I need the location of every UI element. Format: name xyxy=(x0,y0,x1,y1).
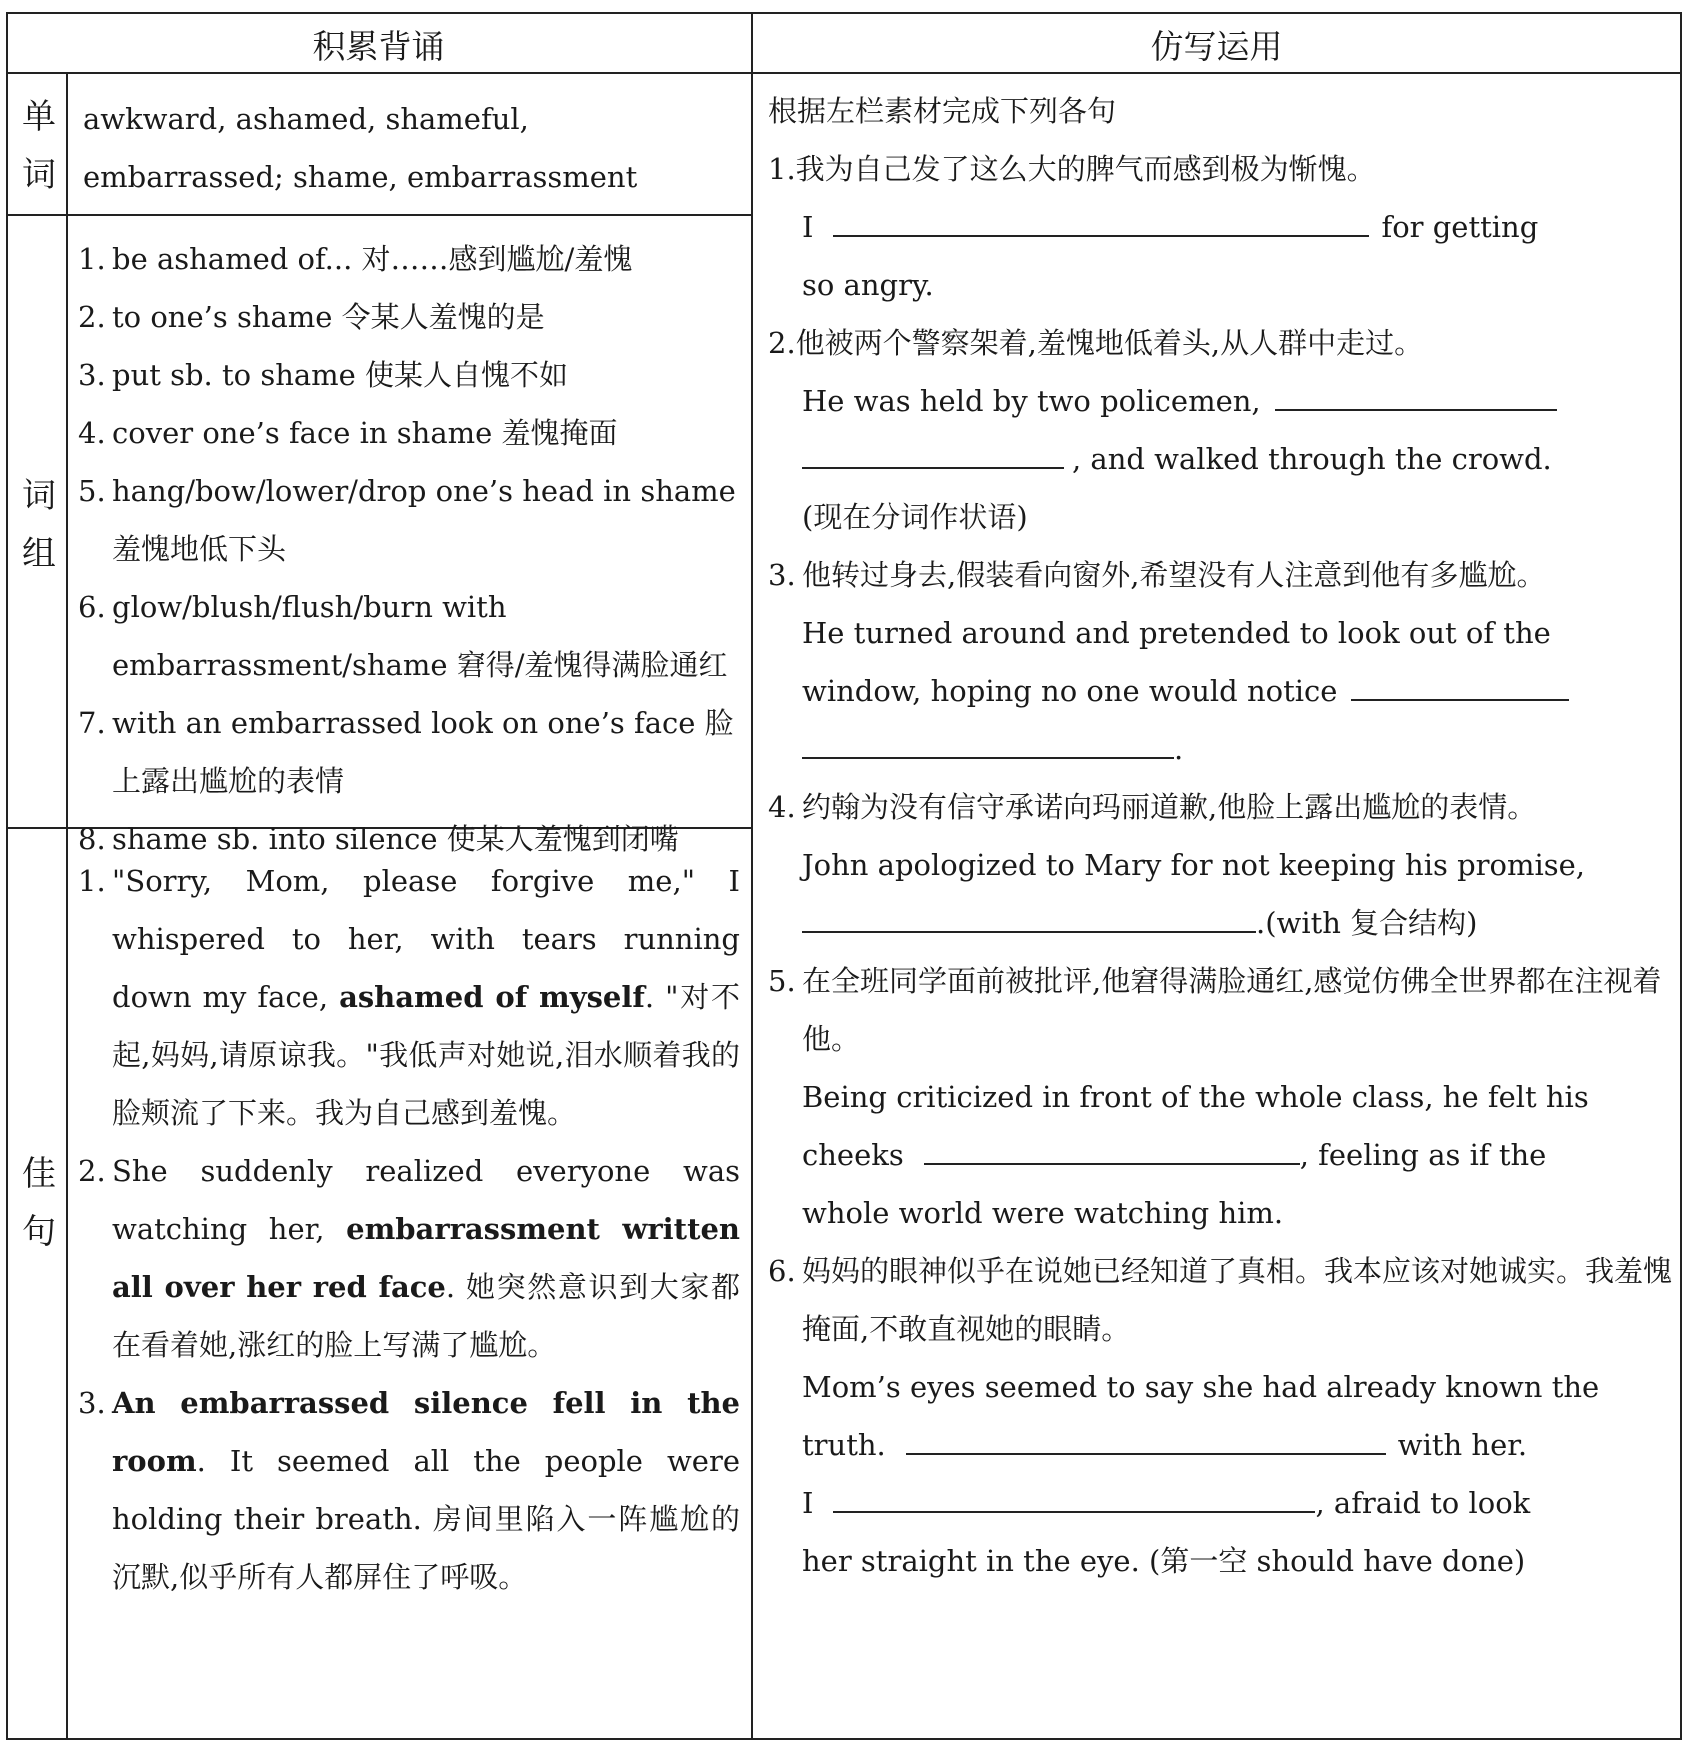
list-item xyxy=(78,578,740,694)
phrase-list xyxy=(78,230,740,868)
question-chinese: 我为自己发了这么大的脾气而感到极为惭愧。 xyxy=(795,152,1376,186)
list-item xyxy=(78,852,740,1142)
list-item xyxy=(78,1142,740,1374)
answer-prefix: I xyxy=(802,210,814,244)
item-number: 2. xyxy=(78,1154,106,1188)
question-6 xyxy=(768,1242,1673,1590)
sentence-highlight: embarrassment written all over her red face xyxy=(112,1212,740,1304)
question-chinese: 他转过身去,假装看向窗外,希望没有人注意到他有多尴尬。 xyxy=(802,558,1546,592)
answer-blank[interactable] xyxy=(833,1485,1315,1513)
category-char: 句 xyxy=(22,1212,56,1252)
answer-blank[interactable] xyxy=(924,1137,1300,1165)
answer-prefix: He was held by two policemen, xyxy=(802,384,1261,418)
answer-continuation: her straight in the eye. (第一空 should have done) xyxy=(802,1544,1526,1578)
sentence-text: "Sorry, Mom, please forgive me," I whispered to her, with tears running down my face, xyxy=(112,864,740,1014)
answer-suffix: with her. xyxy=(1397,1428,1528,1462)
sentence-text: . 她突然意识到大家都在看着她,涨红的脸上写满了尴尬。 xyxy=(112,1270,741,1362)
practice-column xyxy=(768,82,1673,1590)
phrase-text: put sb. to shame 使某人自愧不如 xyxy=(112,358,569,392)
question-4 xyxy=(768,778,1673,952)
column-divider xyxy=(751,12,753,1740)
question-number: 3. xyxy=(768,558,796,592)
answer-suffix: , and walked through the crowd. xyxy=(1072,442,1552,476)
left-column-header: 积累背诵 xyxy=(312,27,445,66)
answer-blank[interactable] xyxy=(833,209,1369,237)
phrase-text: glow/blush/flush/burn with embarrassment/shame 窘得/羞愧得满脸通红 xyxy=(112,590,728,682)
item-number: 4. xyxy=(78,416,106,450)
list-item xyxy=(78,288,740,346)
answer-blank[interactable] xyxy=(906,1427,1386,1455)
sentence-highlight: An embarrassed silence fell in the room xyxy=(112,1386,740,1478)
answer-suffix: . xyxy=(1174,732,1184,766)
category-char: 词 xyxy=(22,476,56,516)
list-item xyxy=(78,1374,740,1606)
phrase-text: with an embarrassed look on one’s face 脸上露出尴尬的表情 xyxy=(112,706,734,798)
phrase-text: hang/bow/lower/drop one’s head in shame 羞愧地低下头 xyxy=(112,474,736,566)
answer-prefix: John apologized to Mary for not keeping his promise, xyxy=(802,848,1585,882)
right-column-header: 仿写运用 xyxy=(1150,27,1283,66)
list-item xyxy=(78,346,740,404)
list-item xyxy=(78,462,740,578)
item-number: 1. xyxy=(78,864,106,898)
list-item xyxy=(78,404,740,462)
item-number: 6. xyxy=(78,590,106,624)
answer-prefix: truth. xyxy=(802,1428,886,1462)
answer-suffix: , feeling as if the xyxy=(1299,1138,1547,1172)
vocabulary-table xyxy=(6,12,1682,1740)
category-divider xyxy=(66,72,68,1740)
answer-continuation: whole world were watching him. xyxy=(802,1196,1284,1230)
category-char: 单 xyxy=(22,97,56,137)
answer-prefix: He turned around and pretended to look out of the xyxy=(802,616,1551,650)
question-1 xyxy=(768,140,1673,314)
phrase-text: be ashamed of... 对……感到尴尬/羞愧 xyxy=(112,242,633,276)
grammar-hint: (现在分词作状语) xyxy=(802,500,1028,534)
category-char: 佳 xyxy=(22,1154,56,1194)
answer-prefix: Mom’s eyes seemed to say she had already known the xyxy=(802,1370,1600,1404)
category-words xyxy=(6,88,72,204)
question-number: 6. xyxy=(768,1254,796,1288)
item-number: 5. xyxy=(78,474,106,508)
question-number: 5. xyxy=(768,964,796,998)
sentence-list xyxy=(78,852,740,1606)
category-sentences xyxy=(6,1145,72,1261)
sentence-text: She suddenly realized everyone was watching her, xyxy=(112,1154,740,1246)
item-number: 3. xyxy=(78,358,106,392)
question-chinese: 在全班同学面前被批评,他窘得满脸通红,感觉仿佛全世界都在注视着他。 xyxy=(802,964,1662,1056)
question-3 xyxy=(768,546,1673,778)
answer-blank[interactable] xyxy=(1275,383,1557,411)
word-list: awkward, ashamed, shameful, embarrassed; shame, embarrassment xyxy=(83,102,638,194)
question-chinese: 约翰为没有信守承诺向玛丽道歉,他脸上露出尴尬的表情。 xyxy=(802,790,1537,824)
answer-suffix: .(with 复合结构) xyxy=(1256,906,1478,940)
answer-prefix: window, hoping no one would notice xyxy=(802,674,1338,708)
answer-suffix: , afraid to look xyxy=(1315,1486,1531,1520)
item-number: 2. xyxy=(78,300,106,334)
phrase-text: cover one’s face in shame 羞愧掩面 xyxy=(112,416,618,450)
item-number: 7. xyxy=(78,706,106,740)
question-chinese: 他被两个警察架着,羞愧地低着头,从人群中走过。 xyxy=(795,326,1424,360)
item-number: 8. xyxy=(78,822,106,856)
answer-blank[interactable] xyxy=(802,441,1064,469)
sentence-text: . It seemed all the people were holding their breath. 房间里陷入一阵尴尬的沉默,似乎所有人都屏住了呼吸。 xyxy=(112,1444,740,1594)
category-char: 词 xyxy=(22,155,56,195)
question-number: 1. xyxy=(768,152,796,186)
question-number: 2. xyxy=(768,326,796,360)
list-item xyxy=(78,694,740,810)
sentence-text: . "对不起,妈妈,请原谅我。"我低声对她说,泪水顺着我的脸颊流了下来。我为自己感到羞愧。 xyxy=(112,980,740,1130)
answer-blank[interactable] xyxy=(802,731,1174,759)
answer-blank[interactable] xyxy=(1351,673,1569,701)
question-number: 4. xyxy=(768,790,796,824)
practice-intro: 根据左栏素材完成下列各句 xyxy=(768,94,1117,128)
question-5 xyxy=(768,952,1673,1242)
answer-suffix: for getting xyxy=(1381,210,1539,244)
sentence-highlight: ashamed of myself xyxy=(339,980,645,1014)
answer-prefix: Being criticized in front of the whole class, he felt his xyxy=(802,1080,1589,1114)
phrase-text: shame sb. into silence 使某人羞愧到闭嘴 xyxy=(112,822,679,856)
item-number: 1. xyxy=(78,242,106,276)
answer-blank[interactable] xyxy=(802,905,1256,933)
answer-prefix: cheeks xyxy=(802,1138,904,1172)
question-chinese: 妈妈的眼神似乎在说她已经知道了真相。我本应该对她诚实。我羞愧掩面,不敢直视她的眼睛。 xyxy=(802,1254,1673,1346)
list-item xyxy=(78,230,740,288)
answer-prefix: I xyxy=(802,1486,814,1520)
category-char: 组 xyxy=(22,534,56,574)
phrase-text: to one’s shame 令某人羞愧的是 xyxy=(112,300,545,334)
answer-continuation: so angry. xyxy=(802,268,934,302)
item-number: 3. xyxy=(78,1386,106,1420)
row-divider-words xyxy=(6,214,751,216)
question-2 xyxy=(768,314,1673,546)
category-phrases xyxy=(6,467,72,583)
